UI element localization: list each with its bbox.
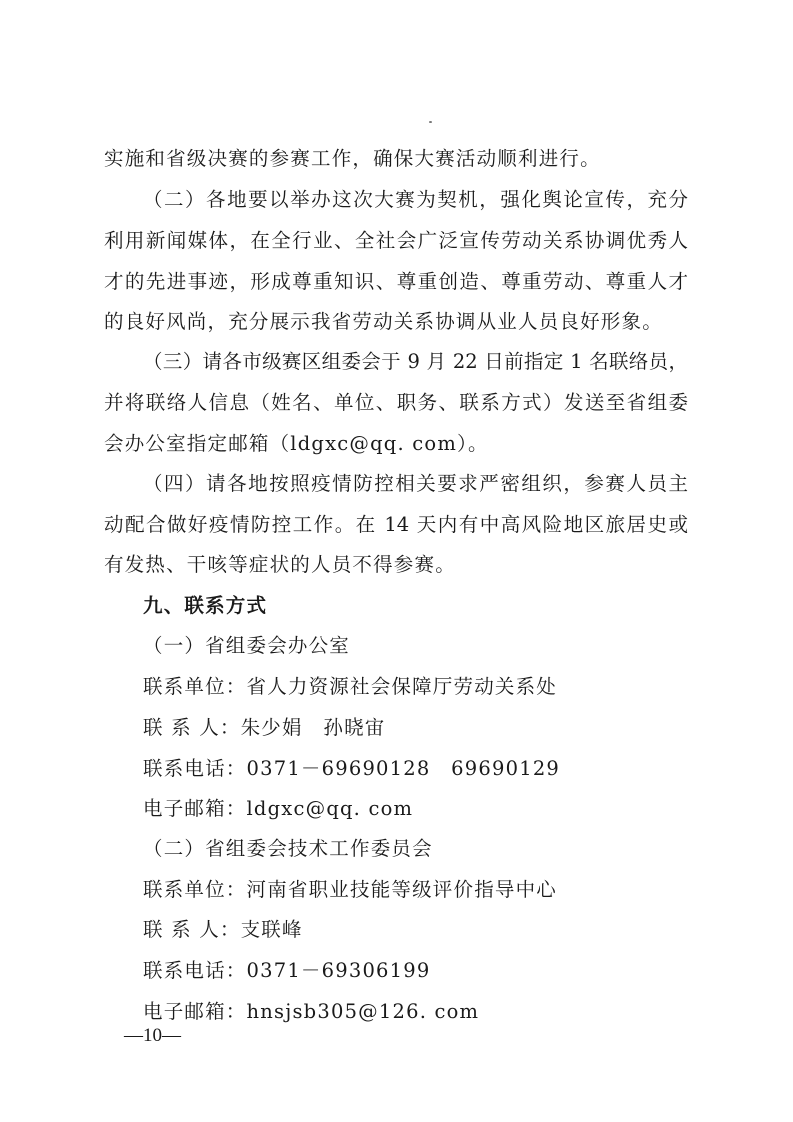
section-heading: 九、联系方式 [143, 594, 268, 617]
contact-person: 联 系 人：朱少娟 孙晓宙 [143, 716, 386, 739]
page-number: —10— [124, 1025, 181, 1046]
contact-phone: 联系电话：0371－69690128 69690129 [143, 757, 561, 780]
contact-unit: 联系单位：省人力资源社会保障厅劳动关系处 [143, 675, 558, 698]
paragraph-line: （四）请各地按照疫情防控相关要求严密组织，参赛人员主 [143, 472, 688, 495]
contact-group-title: （一）省组委会办公室 [143, 634, 351, 657]
scan-speck [429, 121, 432, 123]
paragraph-line: 才的先进事迹，形成尊重知识、尊重创造、尊重劳动、尊重人才 [104, 270, 688, 293]
contact-phone: 联系电话：0371－69306199 [143, 959, 431, 982]
paragraph-line: （二）各地要以举办这次大赛为契机，强化舆论宣传，充分 [143, 188, 688, 211]
paragraph-line: 动配合做好疫情防控工作。在 14 天内有中高风险地区旅居史或 [104, 513, 688, 536]
paragraph-line: 有发热、干咳等症状的人员不得参赛。 [104, 553, 456, 576]
paragraph-line: 并将联络人信息（姓名、单位、职务、联系方式）发送至省组委 [104, 391, 688, 414]
paragraph-line: 利用新闻媒体，在全行业、全社会广泛宣传劳动关系协调优秀人 [104, 229, 688, 252]
contact-unit: 联系单位：河南省职业技能等级评价指导中心 [143, 878, 558, 901]
paragraph-line: （三）请各市级赛区组委会于 9 月 22 日前指定 1 名联络员， [143, 350, 688, 373]
contact-email: 电子邮箱：hnsjsb305@126. com [143, 1000, 480, 1023]
contact-group-title: （二）省组委会技术工作委员会 [143, 837, 433, 860]
paragraph-line: 会办公室指定邮箱（ldgxc@qq. com）。 [104, 432, 489, 455]
paragraph-line: 实施和省级决赛的参赛工作，确保大赛活动顺利进行。 [104, 147, 601, 170]
paragraph-line: 的良好风尚，充分展示我省劳动关系协调从业人员良好形象。 [104, 310, 663, 333]
contact-person: 联 系 人：支联峰 [143, 918, 303, 941]
contact-email: 电子邮箱：ldgxc@qq. com [143, 797, 414, 820]
